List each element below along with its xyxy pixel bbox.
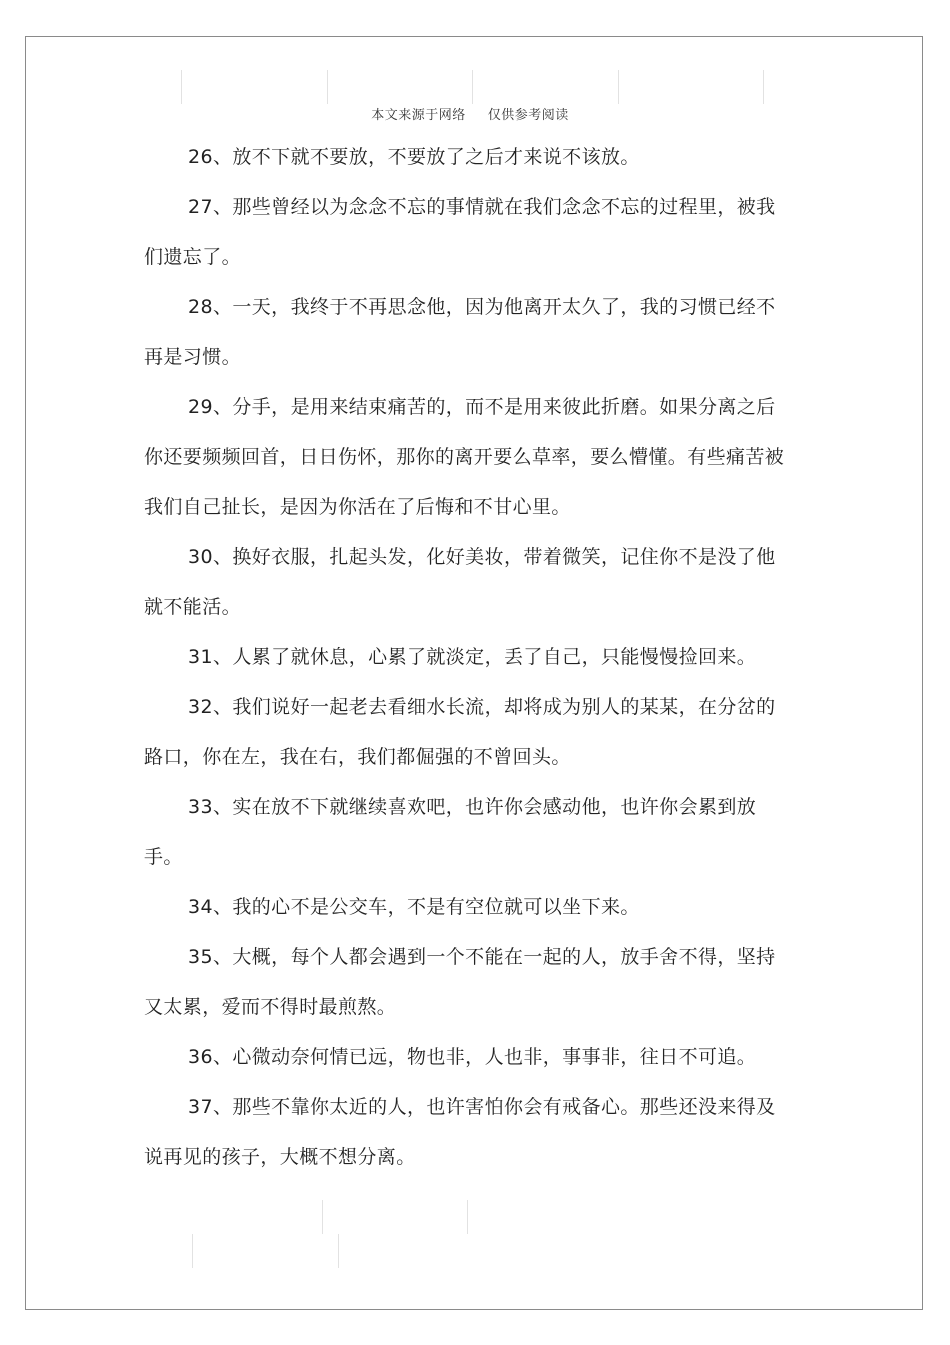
scan-mark <box>472 70 473 104</box>
header-note <box>0 104 940 123</box>
scan-mark <box>618 70 619 104</box>
scan-mark <box>327 70 328 104</box>
paragraph-32: 32、我们说好一起老去看细水长流，却将成为别人的某某，在分岔的路口，你在左，我在右，我们都倔强的不曾回头。 <box>144 696 776 768</box>
source-note: 本文来源于网络 <box>371 108 466 123</box>
paragraph-30: 30、换好衣服，扎起头发，化好美妆，带着微笑，记住你不是没了他就不能活。 <box>144 546 776 618</box>
paragraph-34: 34、我的心不是公交车，不是有空位就可以坐下来。 <box>188 896 640 918</box>
scan-mark <box>467 1200 468 1234</box>
paragraph-37: 37、那些不靠你太近的人，也许害怕你会有戒备心。那些还没来得及说再见的孩子，大概不想分离。 <box>144 1096 776 1168</box>
paragraph-35: 35、大概，每个人都会遇到一个不能在一起的人，放手舍不得，坚持又太累，爱而不得时最煎熬。 <box>144 946 776 1018</box>
document-body <box>144 132 794 1182</box>
paragraph-27: 27、那些曾经以为念念不忘的事情就在我们念念不忘的过程里，被我们遗忘了。 <box>144 196 776 268</box>
paragraph-33: 33、实在放不下就继续喜欢吧，也许你会感动他，也许你会累到放手。 <box>144 796 757 868</box>
paragraph-29: 29、分手，是用来结束痛苦的，而不是用来彼此折磨。如果分离之后你还要频频回首，日日伤怀，那你的离开要么草率，要么懵懂。有些痛苦被我们自己扯长，是因为你活在了后悔和不甘心里。 <box>144 396 785 518</box>
scan-mark <box>192 1234 193 1268</box>
scan-mark <box>322 1200 323 1234</box>
scan-mark <box>338 1234 339 1268</box>
scan-mark <box>181 70 182 104</box>
paragraph-26: 26、放不下就不要放，不要放了之后才来说不该放。 <box>188 146 640 168</box>
scan-mark <box>763 70 764 104</box>
paragraph-36: 36、心微动奈何情已远，物也非，人也非，事事非，往日不可追。 <box>188 1046 757 1068</box>
reference-note: 仅供参考阅读 <box>487 108 569 123</box>
paragraph-31: 31、人累了就休息，心累了就淡定，丢了自己，只能慢慢捡回来。 <box>188 646 757 668</box>
paragraph-28: 28、一天，我终于不再思念他，因为他离开太久了，我的习惯已经不再是习惯。 <box>144 296 776 368</box>
